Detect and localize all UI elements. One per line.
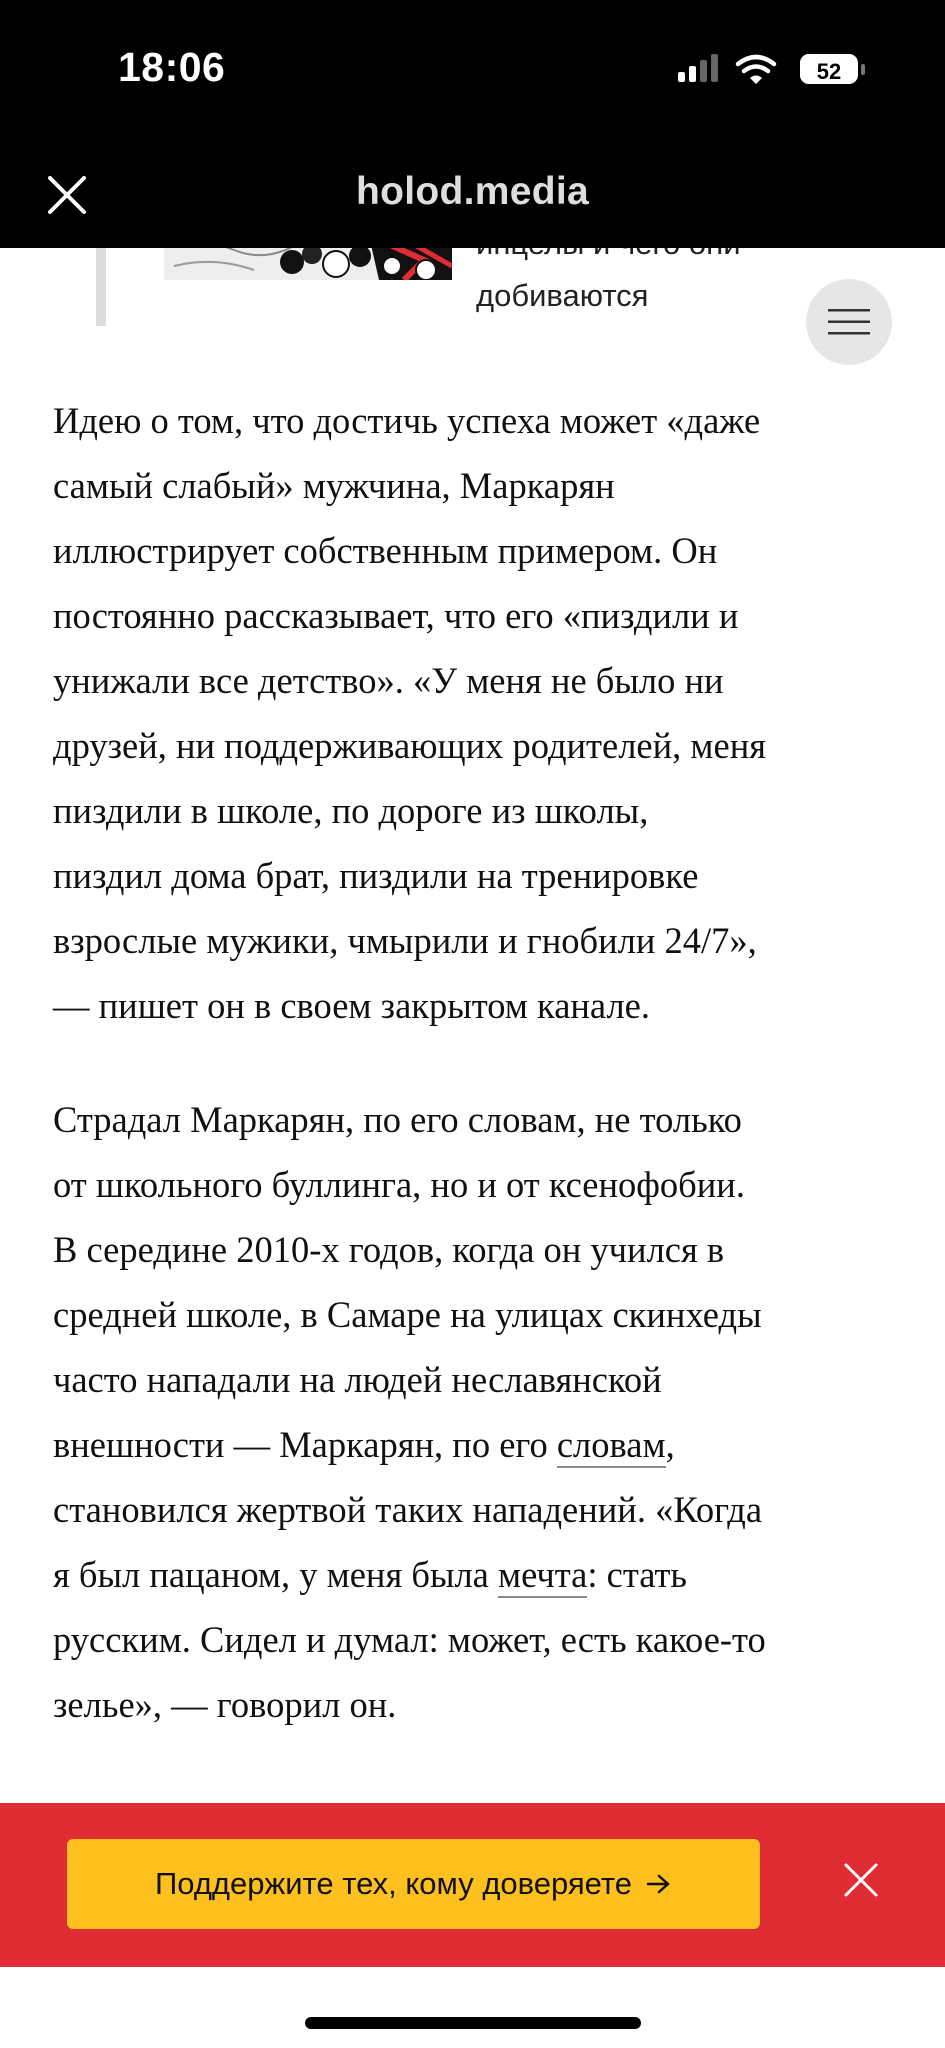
article-paragraph bbox=[53, 1087, 903, 1737]
paragraph-text: , bbox=[665, 1424, 675, 1465]
wifi-icon bbox=[738, 57, 774, 84]
menu-button[interactable] bbox=[806, 279, 892, 365]
site-title: holod.media bbox=[356, 170, 589, 213]
paragraph-text: : стать bbox=[587, 1554, 688, 1595]
donate-label: Поддержите тех, кому доверяете bbox=[155, 1866, 632, 1901]
paragraph-line: пиздили в школе, по дороге из школы, bbox=[53, 790, 649, 831]
paragraph-text: внешности — Маркарян, по его bbox=[53, 1424, 557, 1465]
arrow-right-icon bbox=[646, 1873, 672, 1895]
status-time: 18:06 bbox=[118, 44, 226, 90]
paragraph-line: часто нападали на людей неславянской bbox=[53, 1359, 662, 1400]
paragraph-line: унижали все детство». «У меня не было ни bbox=[53, 660, 724, 701]
hamburger-menu-icon bbox=[828, 307, 870, 337]
paragraph-line: — пишет он в своем закрытом канале. bbox=[53, 985, 650, 1026]
paragraph-line: постоянно рассказывает, что его «пиздили и bbox=[53, 595, 739, 636]
paragraph-line: самый слабый» мужчина, Маркарян bbox=[53, 465, 615, 506]
related-title-line: добиваются bbox=[476, 278, 649, 313]
status-icons bbox=[676, 52, 876, 88]
paragraph-line: русским. Сидел и думал: может, есть какое-то bbox=[53, 1619, 766, 1660]
paragraph-line: взрослые мужики, чмырили и гнобили 24/7», bbox=[53, 920, 757, 961]
cellular-signal-icon bbox=[678, 54, 718, 82]
article-paragraph bbox=[53, 388, 903, 1038]
donation-banner bbox=[0, 1803, 945, 1967]
donate-button[interactable] bbox=[67, 1839, 760, 1929]
paragraph-line: В середине 2010-х годов, когда он учился в bbox=[53, 1229, 725, 1270]
paragraph-line: Идею о том, что достичь успеха может «даже bbox=[53, 400, 761, 441]
source-link-slovam[interactable]: словам bbox=[557, 1424, 666, 1468]
paragraph-line: становился жертвой таких нападений. «Когда bbox=[53, 1489, 763, 1530]
home-indicator[interactable] bbox=[305, 2017, 641, 2029]
app-header bbox=[0, 0, 945, 248]
home-indicator-area bbox=[0, 1967, 945, 2048]
paragraph-line: средней школе, в Самаре на улицах скинхеды bbox=[53, 1294, 762, 1335]
paragraph-line: от школьного буллинга, но и от ксенофобии. bbox=[53, 1164, 745, 1205]
paragraph-line: зелье», — говорил он. bbox=[53, 1684, 397, 1725]
battery-level: 52 bbox=[816, 59, 842, 84]
paragraph-line: друзей, ни поддерживающих родителей, меня bbox=[53, 725, 767, 766]
paragraph-text: я был пацаном, у меня была bbox=[53, 1554, 499, 1595]
source-link-mechta[interactable]: мечта bbox=[498, 1554, 587, 1598]
banner-close-icon[interactable] bbox=[843, 1862, 879, 1898]
paragraph-line bbox=[53, 1412, 903, 1477]
paragraph-line bbox=[53, 1542, 903, 1607]
paragraph-line: Страдал Маркарян, по его словам, не только bbox=[53, 1099, 742, 1140]
paragraph-line: иллюстрирует собственным примером. Он bbox=[53, 530, 718, 571]
paragraph-line: пиздил дома брат, пиздили на тренировке bbox=[53, 855, 699, 896]
